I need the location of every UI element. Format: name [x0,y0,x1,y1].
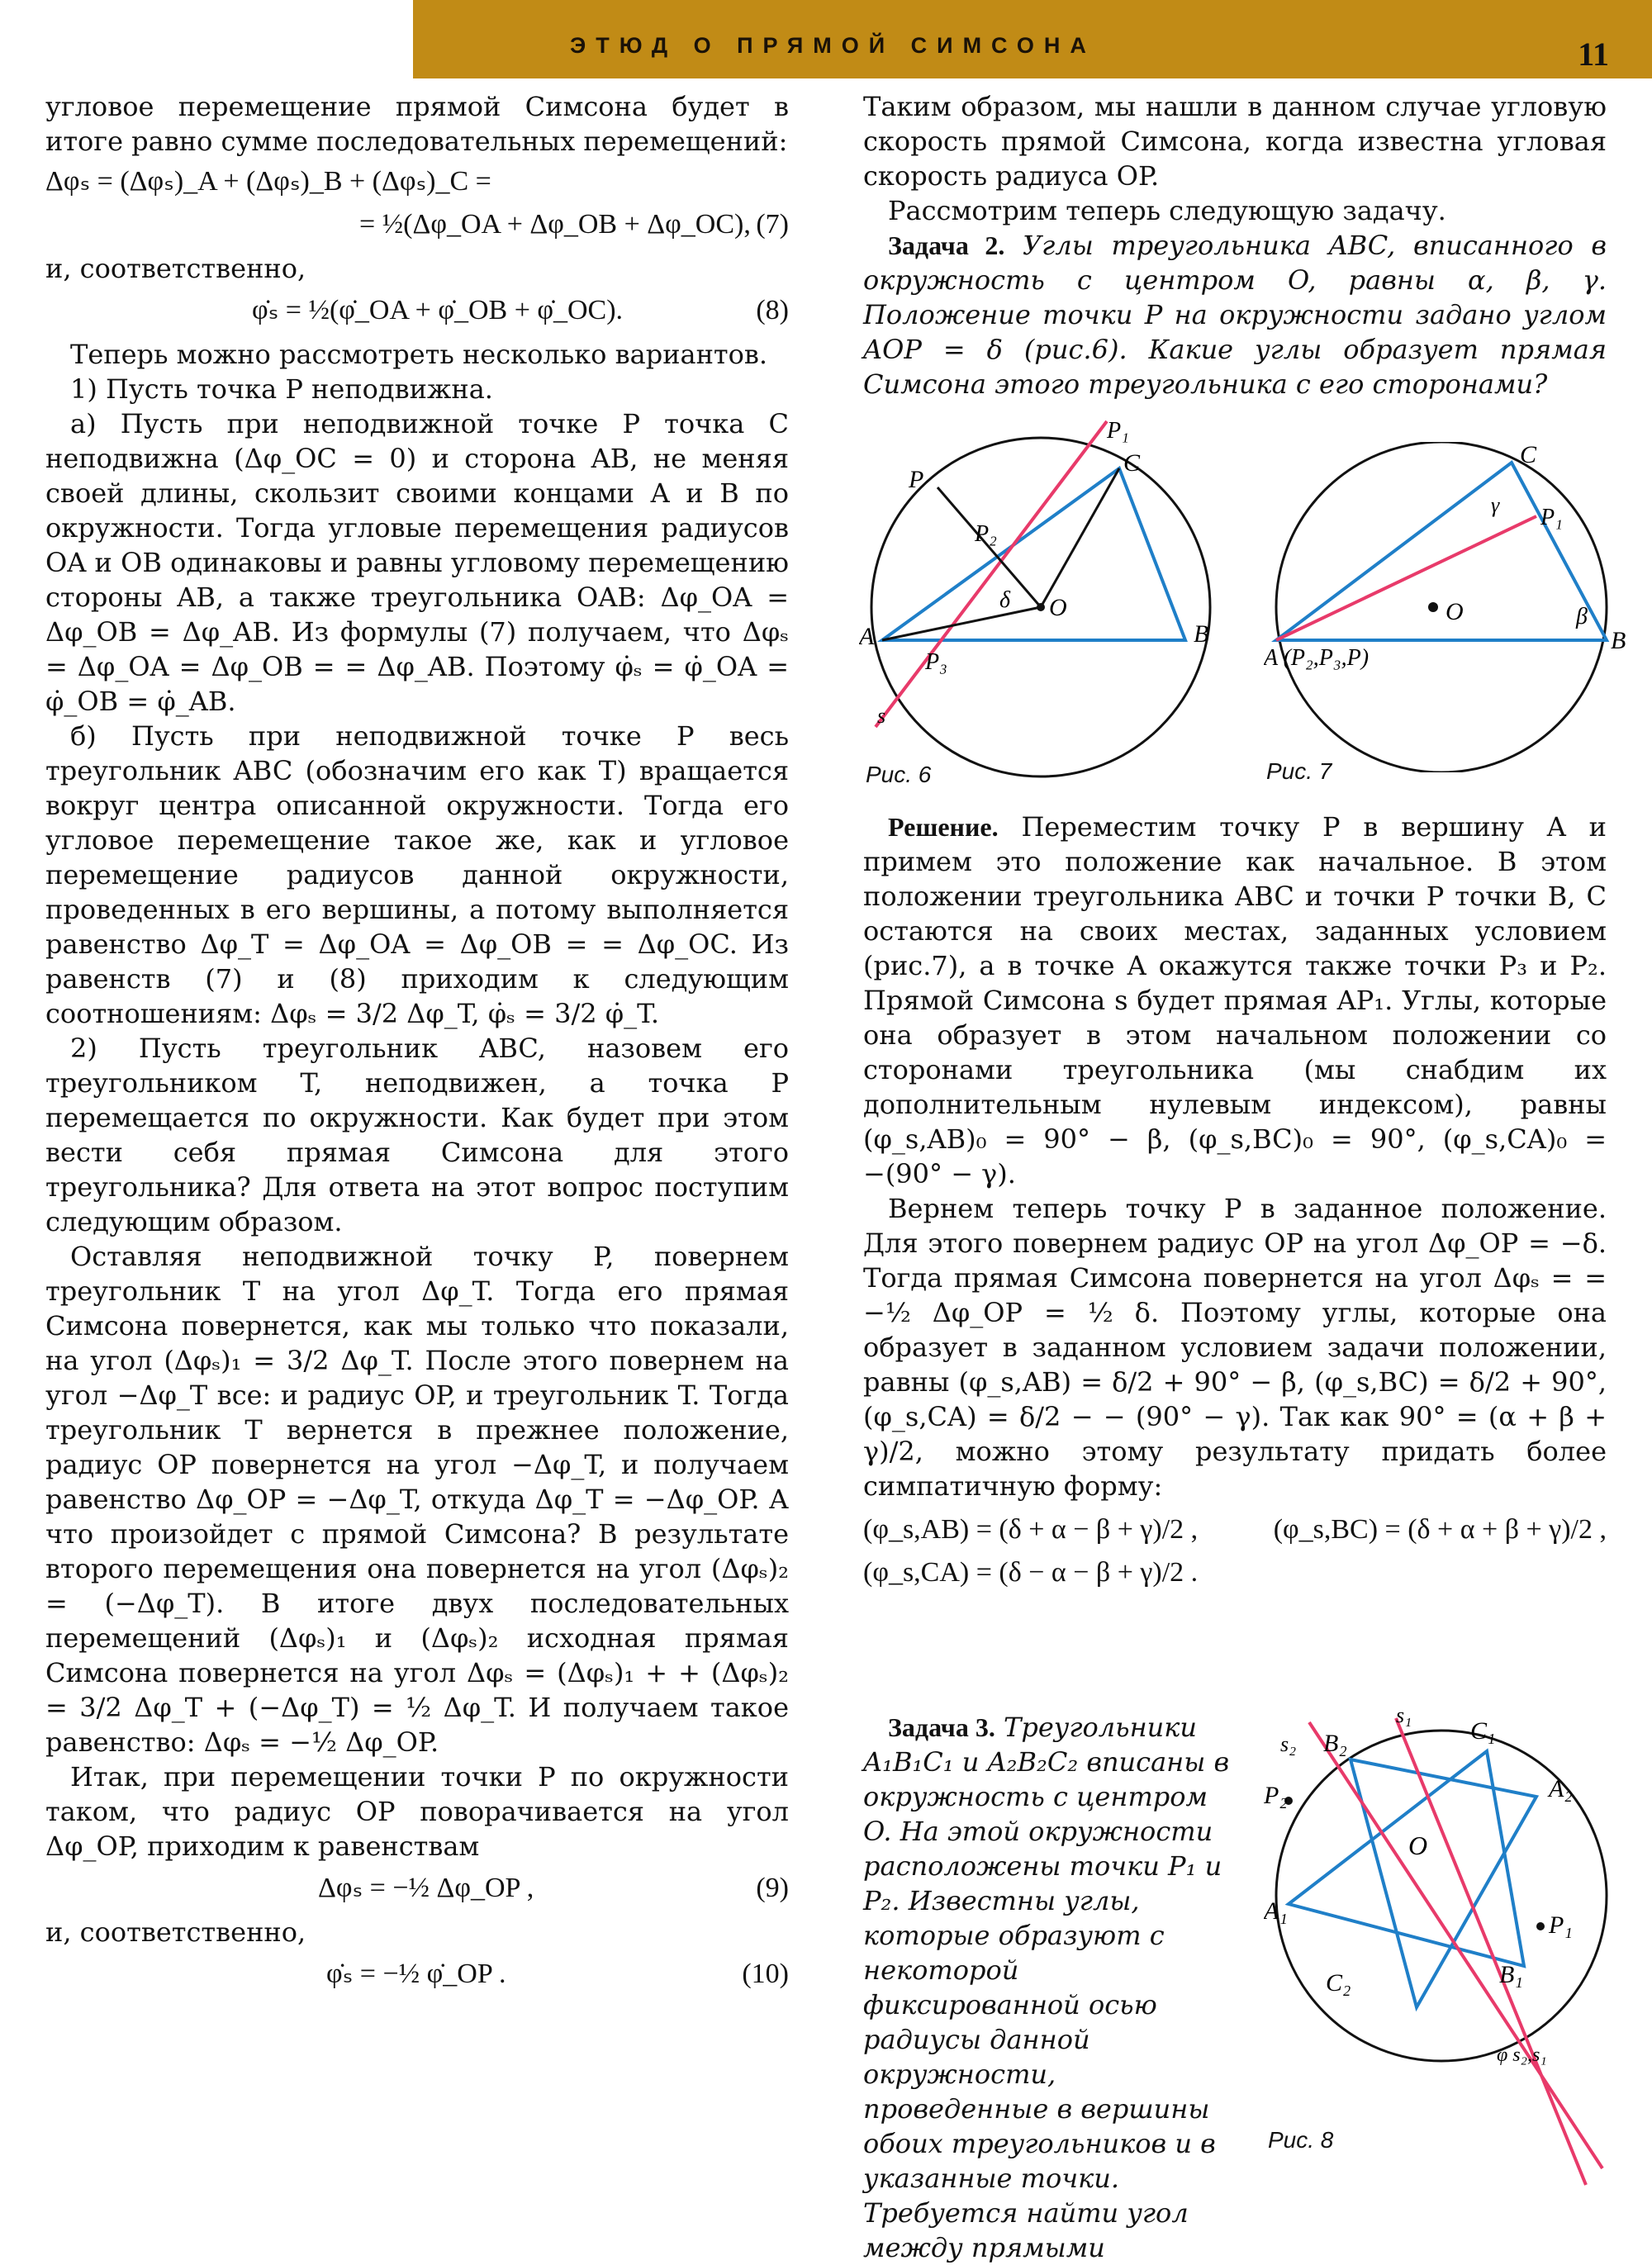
figure-6-diagram [859,417,1239,797]
figure-6-label-P1: P₁ [1107,418,1129,444]
solution-text: Переместим точку P в вершину A и примем это положение как начальное. В этом положении треугольника ABC и точки P точки B, C остаются на своих местах, заданных условием (рис.7), а в точке A окажутся также точки P₃ и P₂. Прямой Симсона s будет прямая AP₁. Углы, которые она образует в этом начальном положении со сторонами треугольника (мы снабдим их дополнительным нулевым индексом), равны (φ_s,AB)₀ = 90° − β, (φ_s,BC)₀ = 90°, (φ_s,CA)₀ = −(90° − γ). [863,811,1607,1189]
figure-6-center-dot [1037,603,1045,611]
solution [863,810,1607,1191]
figure-7-circle [1276,442,1607,772]
figure-6 [859,417,1239,797]
task-3 [863,1710,1243,2265]
figure-7-caption: Рис. 7 [1266,758,1332,784]
figure-7-label-A: A (P₂,P₃,P) [1264,645,1370,671]
task-2 [863,228,1607,401]
figure-8-label-P1: P₁ [1549,1911,1573,1939]
task-3-text: Треугольники A₁B₁C₁ и A₂B₂C₂ вписаны в окружность с центром O. На этой окружности расположены точки P₁ и P₂. Известны углы, которые образуют с некоторой фиксированной осью радиусы данной окружности, проведенные в вершины обоих треугольников и в указанные точки. Требуется найти угол между прямыми [863,1712,1230,2263]
figure-8-label-O: O [1408,1831,1428,1860]
figure-7-label-beta: β [1576,604,1588,629]
equation-8-expr: φ̇ₛ = ½(φ̇_OA + φ̇_OB + φ̇_OC). [252,295,624,325]
figure-6-label-C: C [1123,449,1141,477]
figure-8-label-B2: B₂ [1323,1730,1347,1757]
figure-7-label-O: O [1446,598,1464,625]
result-bc: (φ_s,BC) = (δ + α + β + γ)/2 , [1273,1514,1607,1545]
figure-6-label-P3: P₃ [925,649,947,675]
right-paragraph-3: Вернем теперь точку P в заданное положение. Для этого повернем радиус OP на угол Δφ_OP = −δ. Тогда прямая Симсона повернется на угол Δφₛ = = −½ Δφ_OP = ½ δ. Поэтому углы, которые она образует в заданном условием задачи положении, равны (φ_s,AB) = δ/2 + 90° − β, (φ_s,BC) = δ/2 + 90°, (φ_s,CA) = δ/2 − − (90° − γ). Так как 90° = (α + β + γ)/2, можно этому результату придать более симпатичную форму: [863,1193,1607,1502]
left-paragraph-9: Итак, при перемещении точки P по окружности таком, что радиус OP поворачивается на угол Δφ_OP, приходим к равенствам [45,1761,789,1862]
equation-10-number: (10) [742,1959,789,1989]
figure-6-label-B: B [1194,620,1209,648]
left-paragraph-1: угловое перемещение прямой Симсона будет в итоге равно сумме последовательных перемещений: [45,91,789,157]
figure-7-label-gamma: γ [1491,493,1500,517]
page-header [413,0,1652,78]
figure-7 [1264,442,1644,772]
solution-label: Решение. [888,812,999,842]
figure-8-label-C2: C₂ [1326,1969,1351,1997]
left-paragraph-2: и, соответственно, [45,253,306,284]
figure-8-caption: Рис. 8 [1268,2127,1334,2153]
task-2-label: Задача 2. [888,230,1005,260]
left-paragraph-7: 2) Пусть треугольник ABC, назовем его треугольником T, неподвижен, а точка P перемещается по окружности. Как будет при этом вести себя прямая Симсона для этого треугольника? Для ответа на этот вопрос поступим следующим образом. [45,1033,789,1237]
figure-7-label-P1: P₁ [1540,505,1563,530]
figure-8 [1264,1698,1644,2193]
page-number: 11 [1578,36,1609,73]
figure-8-label-P2: P₂ [1264,1782,1288,1809]
left-paragraph-4: 1) Пусть точка P неподвижна. [70,373,493,405]
equation-7-number: (7) [756,209,789,240]
left-paragraph-5: а) Пусть при неподвижной точке P точка C неподвижна (Δφ_OC = 0) и сторона AB, не меняя своей длины, скользит своими концами A и B по окружности. Тогда угловые перемещения радиусов OA и OB одинаковы и равны угловому перемещению стороны AB, а также треугольника OAB: Δφ_OA = Δφ_OB = Δφ_AB. Из формулы (7) получаем, что Δφₛ = Δφ_OA = Δφ_OB = = Δφ_AB. Поэтому φ̇ₛ = φ̇_OA = φ̇_OB = φ̇_AB. [45,408,789,717]
equation-7-line-2 [45,200,789,251]
figure-7-diagram [1264,442,1644,772]
equation-9 [45,1864,789,1915]
figure-6-label-P2: P₂ [975,521,997,547]
figure-6-label-s: s [877,704,886,728]
figure-6-triangle [882,468,1185,640]
task-3-block [863,1710,1243,2265]
figure-6-label-A: A [859,623,875,650]
equation-7-line-1: Δφₛ = (Δφₛ)_A + (Δφₛ)_B + (Δφₛ)_C = [45,166,491,197]
figure-6-label-P: P [909,466,924,493]
header-title: ЭТЮД О ПРЯМОЙ СИМСОНА [570,33,1096,58]
right-paragraph-2: Рассмотрим теперь следующую задачу. [888,195,1446,226]
task-3-label: Задача 3. [888,1712,995,1742]
task-2-text: Углы треугольника ABC, вписанного в окружность с центром O, равны α, β, γ. Положение точки P на окружности задано углом AOP = δ (рис.6). Какие углы образует прямая Симсона этого треугольника с его сторонами? [863,230,1607,400]
figure-8-label-C1: C₁ [1470,1717,1496,1745]
equation-10 [45,1949,789,2001]
figure-8-triangle-1 [1289,1751,1524,1966]
figure-6-label-O: O [1049,594,1067,621]
left-column [45,89,789,2001]
figure-8-label-phi: φ s₂,s₁ [1497,2044,1547,2066]
result-row-1 [863,1512,1607,1548]
figure-6-label-delta: δ [999,587,1011,613]
right-column [863,89,1607,401]
left-paragraph-3: Теперь можно рассмотреть несколько вариантов. [70,339,768,370]
result-ca: (φ_s,CA) = (δ − α − β + γ)/2 . [863,1557,1199,1588]
figure-7-simson-line [1276,516,1536,640]
figure-7-center-dot [1428,602,1438,612]
result-ab: (φ_s,AB) = (δ + α − β + γ)/2 , [863,1514,1199,1545]
right-paragraph-1: Таким образом, мы нашли в данном случае угловую скорость прямой Симсона, когда известна угловая скорость радиуса OP. [863,91,1607,192]
equation-8-number: (8) [756,295,789,325]
equation-10-expr: φ̇ₛ = −½ φ̇_OP . [326,1959,506,1989]
left-paragraph-6: б) Пусть при неподвижной точке P весь треугольник ABC (обозначим его как T) вращается вокруг центра описанной окружности. Тогда его угловое перемещение такое же, как и угловое перемещение радиусов данной окружности, проведенных в его вершины, а потому выполняется равенство Δφ_T = Δφ_OA = Δφ_OB = = Δφ_OC. Из равенств (7) и (8) приходим к следующим соотношениям: Δφₛ = 3/2 Δφ_T, φ̇ₛ = 3/2 φ̇_T. [45,720,789,1029]
figure-6-radius-oc [1041,468,1119,607]
figure-8-label-s2: s₂ [1280,1732,1297,1756]
figure-8-diagram [1264,1698,1644,2193]
solution-block [863,810,1607,1591]
left-paragraph-8: Оставляя неподвижной точку P, повернем треугольник T на угол Δφ_T. Тогда его прямая Симсона повернется, как мы только что показали, на угол (Δφₛ)₁ = 3/2 Δφ_T. После этого повернем на угол −Δφ_T все: и радиус OP, и треугольник T. Тогда треугольник T вернется в прежнее положение, радиус OP повернется на угол −Δφ_T, и получаем равенство Δφ_OP = −Δφ_T, откуда Δφ_T = −Δφ_OP. А что произойдет с прямой Симсона? В результате второго перемещения она повернется на угол (Δφₛ)₂ = (−Δφ_T). В итоге двух последовательных перемещений (Δφₛ)₁ и (Δφₛ)₂ исходная прямая Симсона повернется на угол Δφₛ = (Δφₛ)₁ + + (Δφₛ)₂ = 3/2 Δφ_T + (−Δφ_T) = ½ Δφ_T. И получаем такое равенство: Δφₛ = −½ Δφ_OP. [45,1241,789,1758]
equation-9-number: (9) [756,1873,789,1903]
figure-7-label-B: B [1611,627,1626,654]
figure-8-label-A2: A₂ [1549,1775,1573,1802]
equation-8 [45,286,789,337]
figure-6-caption: Рис. 6 [866,762,932,787]
left-paragraph-10: и, соответственно, [45,1916,306,1948]
equation-9-expr: Δφₛ = −½ Δφ_OP , [318,1873,534,1903]
equation-7-expr: = ½(Δφ_OA + Δφ_OB + Δφ_OC), [359,209,751,240]
figure-7-label-C: C [1520,442,1537,468]
figure-8-label-B1: B₁ [1499,1961,1523,1988]
figure-8-point-P1 [1536,1922,1545,1930]
figure-8-label-A1: A₁ [1264,1897,1288,1925]
figure-8-label-s1: s₁ [1396,1703,1412,1727]
